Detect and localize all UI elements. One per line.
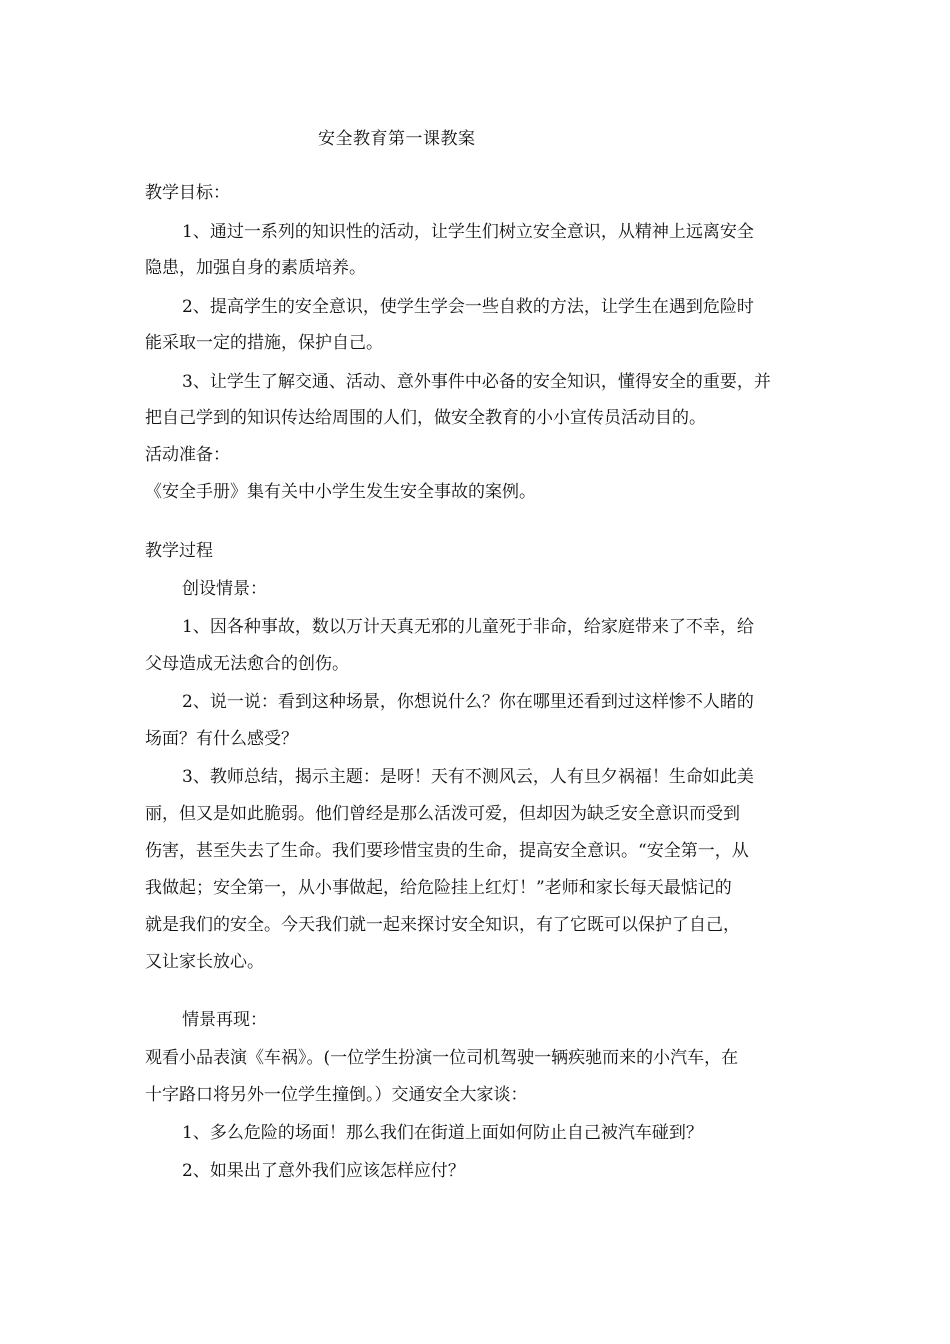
replay-line-1: 观看小品表演《车祸》。(一位学生扮演一位司机驾驶一辆疾驰而来的小汽车，在 — [145, 1048, 739, 1068]
scene-1-line-2: 父母造成无法愈合的创伤。 — [145, 654, 349, 674]
heading-teaching-process: 教学过程 — [145, 541, 213, 561]
goal-2-line-1: 2、提高学生的安全意识，使学生学会一些自救的方法，让学生在遇到危险时 — [182, 297, 754, 317]
scene-2-line-1: 2、说一说：看到这种场景，你想说什么？你在哪里还看到过这样惨不人睹的 — [182, 692, 754, 712]
scene-3-line-6: 又让家长放心。 — [145, 952, 264, 972]
goal-3-line-2: 把自己学到的知识传达给周围的人们，做安全教育的小小宣传员活动目的。 — [145, 408, 706, 428]
heading-teaching-goals: 教学目标： — [145, 183, 230, 203]
goal-3-line-1: 3、让学生了解交通、活动、意外事件中必备的安全知识，懂得安全的重要，并 — [182, 372, 771, 392]
replay-line-2: 十字路口将另外一位学生撞倒。）交通安全大家谈： — [145, 1085, 528, 1105]
document-title: 安全教育第一课教案 — [318, 129, 476, 149]
subheading-create-scene: 创设情景： — [182, 579, 267, 599]
discussion-question-2: 2、如果出了意外我们应该怎样应付？ — [182, 1161, 465, 1181]
scene-3-line-5: 就是我们的安全。今天我们就一起来探讨安全知识，有了它既可以保护了自己， — [145, 915, 740, 935]
scene-3-line-1: 3、教师总结，揭示主题：是呀！天有不测风云，人有旦夕祸福！生命如此美 — [182, 767, 754, 787]
subheading-scene-replay: 情景再现： — [182, 1010, 267, 1030]
scene-1-line-1: 1、因各种事故，数以万计天真无邪的儿童死于非命，给家庭带来了不幸，给 — [182, 617, 754, 637]
goal-1-line-1: 1、通过一系列的知识性的活动，让学生们树立安全意识，从精神上远离安全 — [182, 222, 754, 242]
activity-prep-text: 《安全手册》集有关中小学生发生安全事故的案例。 — [145, 482, 536, 502]
discussion-question-1: 1、多么危险的场面！那么我们在街道上面如何防止自己被汽车碰到？ — [182, 1123, 703, 1143]
scene-3-line-2: 丽，但又是如此脆弱。他们曾经是那么活泼可爱，但却因为缺乏安全意识而受到 — [145, 804, 740, 824]
heading-activity-prep: 活动准备： — [145, 445, 230, 465]
scene-2-line-2: 场面？有什么感受？ — [145, 729, 298, 749]
goal-1-line-2: 隐患，加强自身的素质培养。 — [145, 258, 366, 278]
scene-3-line-3: 伤害，甚至失去了生命。我们要珍惜宝贵的生命，提高安全意识。“安全第一，从 — [145, 841, 749, 861]
goal-2-line-2: 能采取一定的措施，保护自己。 — [145, 333, 383, 353]
scene-3-line-4: 我做起；安全第一，从小事做起，给危险挂上红灯！”老师和家长每天最惦记的 — [145, 878, 732, 898]
